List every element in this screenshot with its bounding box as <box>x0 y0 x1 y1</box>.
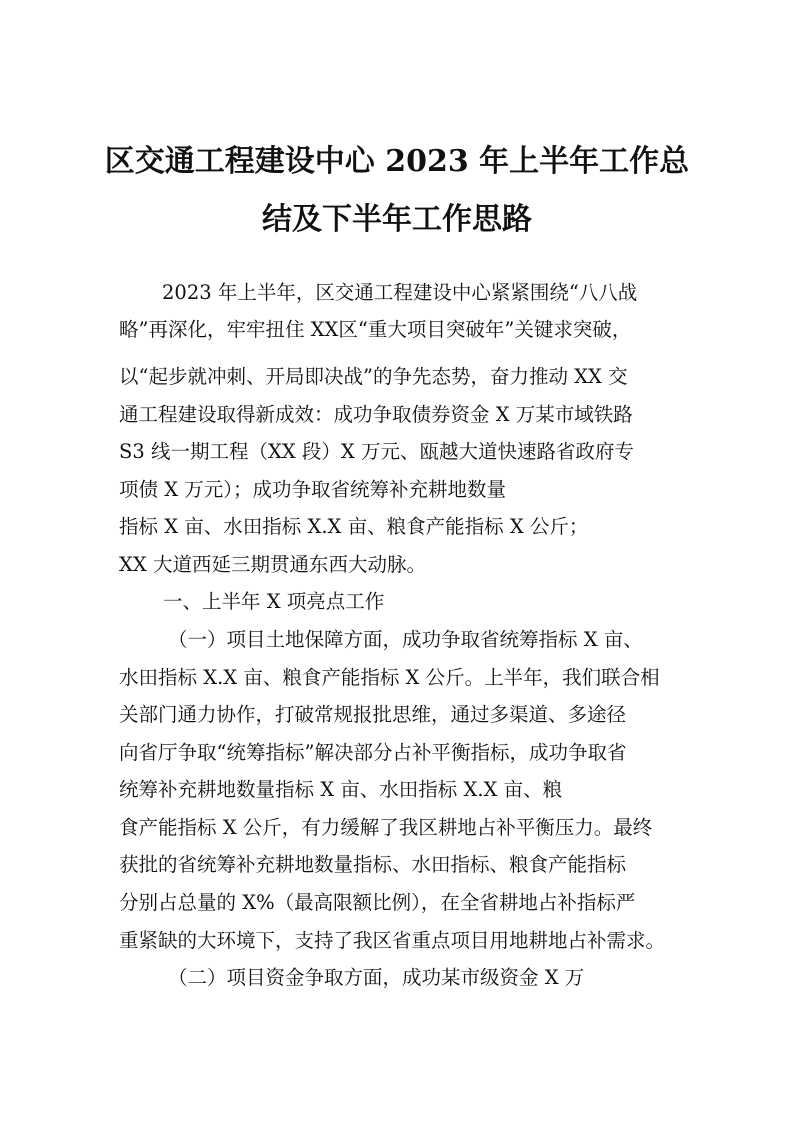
body-line-12: 关部门通力协作，打破常规报批思维，通过多渠道、多途径 <box>119 703 627 726</box>
body-line-17: 分别占总量的 X%（最高限额比例），在全省耕地占补指标严 <box>119 891 636 914</box>
body-line-13: 向省厅争取“统筹指标”解决部分占补平衡指标，成功争取省 <box>119 741 627 764</box>
body-line-3: 以“起步就冲刺、开局即决战”的争先态势，奋力推动 XX 交 <box>119 365 628 388</box>
body-line-5: S3 线一期工程（XX 段）X 万元、瓯越大道快速路省政府专 <box>119 440 635 463</box>
body-line-10: （一）项目土地保障方面，成功争取省统筹指标 X 亩、 <box>168 628 643 651</box>
body-line-7: 指标 X 亩、水田指标 X.X 亩、粮食产能指标 X 公斤； <box>119 515 589 538</box>
document-title-line-1: 区交通工程建设中心 2023 年上半年工作总 <box>104 144 690 179</box>
body-line-11: 水田指标 X.X 亩、粮食产能指标 X 公斤。上半年，我们联合相 <box>119 666 660 689</box>
section-heading: 一、上半年 X 项亮点工作 <box>163 590 385 613</box>
body-line-16: 获批的省统筹补充耕地数量指标、水田指标、粮食产能指标 <box>119 853 627 876</box>
body-line-14: 统筹补充耕地数量指标 X 亩、水田指标 X.X 亩、粮 <box>119 778 563 801</box>
body-line-15: 食产能指标 X 公斤，有力缓解了我区耕地占补平衡压力。最终 <box>119 816 653 839</box>
body-line-8: XX 大道西延三期贯通东西大动脉。 <box>119 553 426 576</box>
document-title-line-2: 结及下半年工作思路 <box>262 202 532 237</box>
body-line-1: 2023 年上半年，区交通工程建设中心紧紧围绕“八八战 <box>162 281 638 304</box>
body-line-19: （二）项目资金争取方面，成功某市级资金 X 万 <box>168 966 585 989</box>
body-line-6: 项债 X 万元）；成功争取省统筹补充耕地数量 <box>119 478 507 501</box>
body-line-2: 略”再深化，牢牢扭住 XX区“重大项目突破年”关键求突破， <box>119 318 632 341</box>
body-line-18: 重紧缺的大环境下，支持了我区省重点项目用地耕地占补需求。 <box>119 929 666 952</box>
body-line-4: 通工程建设取得新成效：成功争取债券资金 X 万某市域铁路 <box>119 403 633 426</box>
